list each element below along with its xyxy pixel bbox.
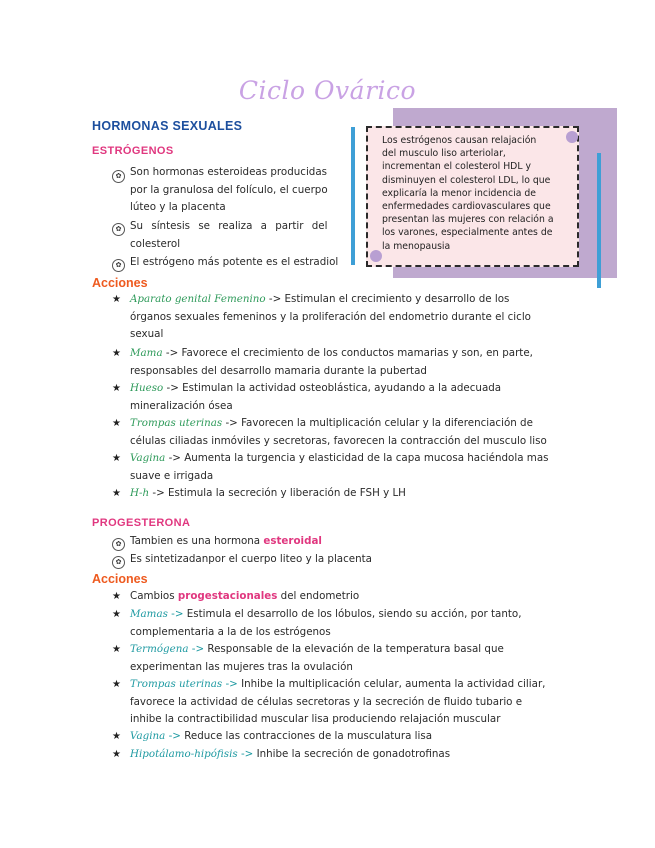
accion-progesterona-1 [130, 606, 522, 641]
keyword: Termógena [130, 643, 189, 655]
note-line: explicaría la menor incidencia de [382, 187, 537, 199]
accion-progesterona-2 [130, 641, 504, 676]
text-line: El estrógeno más potente es el estradiol [130, 256, 339, 268]
heading-estrogenos: ESTRÓGENOS [92, 145, 174, 157]
arrow: -> [165, 730, 185, 742]
keyword: progestacionales [177, 590, 278, 602]
star-icon: ★ [112, 418, 121, 429]
star-icon: ★ [112, 749, 121, 760]
estrogen-bullet-1 [130, 164, 340, 217]
progesterona-bullet-2 [130, 551, 372, 569]
keyword: H-h [130, 487, 150, 499]
text-line: Estimula el desarrollo de los lóbulos, siendo su acción, por tanto, [186, 608, 522, 620]
keyword: Mama [130, 347, 163, 359]
star-icon: ★ [112, 348, 121, 359]
text-line: inhibe la contractibilidad muscular lisa produciendo relajación muscular [130, 713, 501, 725]
text-line: lúteo y la placenta [130, 201, 226, 213]
note-line: del musculo liso arteriolar, [382, 148, 506, 160]
note-line: Los estrógenos causan relajación [382, 135, 537, 146]
text-line: órganos sexuales femeninos y la proliferación del endometrio durante el ciclo [130, 310, 531, 323]
accent-bar-left [351, 127, 355, 265]
note-line: disminuyen el colesterol LDL, lo que [382, 174, 551, 186]
circled-bullet-icon: ✿ [112, 259, 125, 272]
star-icon: ★ [112, 679, 121, 690]
arrow: -> [237, 748, 257, 760]
accion-progesterona-5 [130, 746, 450, 764]
page-title: Ciclo Ovárico [238, 76, 417, 105]
accion-estrogeno-6 [130, 485, 406, 503]
keyword: Mamas [130, 608, 168, 620]
text-line: Aumenta la turgencia y elasticidad de la capa mucosa haciéndola mas [184, 452, 549, 464]
estrogen-bullet-3 [130, 254, 338, 272]
note-line: la menopausia [382, 240, 451, 252]
heading-progesterona: PROGESTERONA [92, 517, 191, 529]
text-line: responsables del desarrollo mamaria durante la pubertad [130, 364, 427, 377]
circled-bullet-icon: ✿ [112, 170, 125, 183]
keyword: Hueso [130, 382, 164, 394]
arrow: -> [222, 417, 242, 429]
accion-progesterona-0 [130, 588, 359, 606]
star-icon: ★ [112, 383, 121, 394]
star-icon: ★ [112, 609, 121, 620]
arrow: -> [167, 608, 187, 620]
text-line: Inhibe la multiplicación celular, aumenta la actividad ciliar, [241, 678, 546, 690]
text-line: Responsable de la elevación de la temperatura basal que [207, 643, 504, 655]
note-text [382, 134, 568, 253]
circled-bullet-icon: ✿ [112, 223, 125, 236]
accion-estrogeno-3 [130, 380, 501, 415]
star-icon: ★ [112, 591, 121, 602]
text-line: Estimula la secreción y liberación de FSH y LH [167, 487, 406, 499]
arrow: -> [165, 452, 185, 464]
accion-estrogeno-5 [130, 450, 549, 485]
text-line: Estimulan la actividad osteoblástica, ayudando a la adecuada [182, 382, 502, 394]
keyword: Trompas uterinas [130, 678, 223, 690]
arrow: -> [149, 487, 168, 499]
text-line: colesterol [130, 237, 181, 250]
progesterona-bullet-1 [130, 533, 322, 551]
keyword: Aparato genital Femenino [130, 293, 266, 305]
note-dot-bottom [370, 250, 382, 262]
keyword: Vagina [130, 452, 166, 464]
arrow: -> [163, 382, 183, 394]
arrow: -> [222, 678, 242, 690]
text-line: Su síntesis se realiza a partir del [130, 220, 328, 232]
arrow: -> [265, 293, 285, 305]
accion-estrogeno-2 [130, 345, 533, 380]
text-line: por la granulosa del folículo, el cuerpo [130, 183, 328, 196]
circled-bullet-icon: ✿ [112, 538, 125, 551]
heading-acciones-2: Acciones [92, 572, 148, 586]
text-line: del endometrio [277, 590, 360, 602]
text-line: complementaria a la de los estrógenos [130, 625, 331, 638]
text-line: mineralización ósea [130, 399, 233, 412]
text-line: Favorece el crecimiento de los conductos mamarias y son, en parte, [181, 347, 533, 359]
note-line: los varones, especialmente antes de [382, 227, 553, 239]
text-line: Son hormonas esteroideas producidas [130, 166, 328, 178]
note-line: incrementan el colesterol HDL y [382, 161, 531, 173]
accion-progesterona-4 [130, 728, 432, 746]
arrow: -> [188, 643, 208, 655]
star-icon: ★ [112, 294, 121, 305]
text-line: Es sintetizadanpor el cuerpo liteo y la placenta [130, 553, 372, 565]
note-line: presentan las mujeres con relación a [382, 214, 554, 226]
note-line: enfermedades cardiovasculares que [382, 201, 551, 213]
accent-bar-right [597, 153, 601, 288]
text-line: experimentan las mujeres tras la ovulación [130, 660, 353, 673]
star-icon: ★ [112, 731, 121, 742]
text-line: Estimulan el crecimiento y desarrollo de los [284, 293, 510, 305]
text-line: células ciliadas inmóviles y secretoras, favorecen la contracción del musculo liso [130, 434, 547, 447]
text-line: sexual [130, 328, 164, 340]
text-line: Favorecen la multiplicación celular y la diferenciación de [241, 417, 533, 429]
circled-bullet-icon: ✿ [112, 556, 125, 569]
text-line: Cambios [130, 590, 178, 602]
keyword: Hipotálamo-hipófisis [130, 748, 238, 760]
star-icon: ★ [112, 488, 121, 499]
text-line: Inhibe la secreción de gonadotrofinas [256, 748, 451, 760]
keyword: Vagina [130, 730, 166, 742]
accion-estrogeno-4 [130, 415, 547, 450]
text-line: Reduce las contracciones de la musculatura lisa [184, 730, 433, 742]
section-heading-hormonas: HORMONAS SEXUALES [92, 119, 243, 133]
arrow: -> [162, 347, 182, 359]
accion-estrogeno-1 [130, 291, 531, 344]
accion-progesterona-3 [130, 676, 545, 729]
keyword: Trompas uterinas [130, 417, 223, 429]
keyword: esteroidal [263, 535, 322, 547]
text-line: suave e irrigada [130, 469, 214, 482]
star-icon: ★ [112, 453, 121, 464]
heading-acciones-1: Acciones [92, 276, 148, 290]
star-icon: ★ [112, 644, 121, 655]
text-line: favorece la actividad de células secretoras y la secreción de fluido tubario e [130, 695, 523, 708]
text-line: Tambien es una hormona [130, 535, 264, 547]
estrogen-bullet-2 [130, 218, 345, 253]
